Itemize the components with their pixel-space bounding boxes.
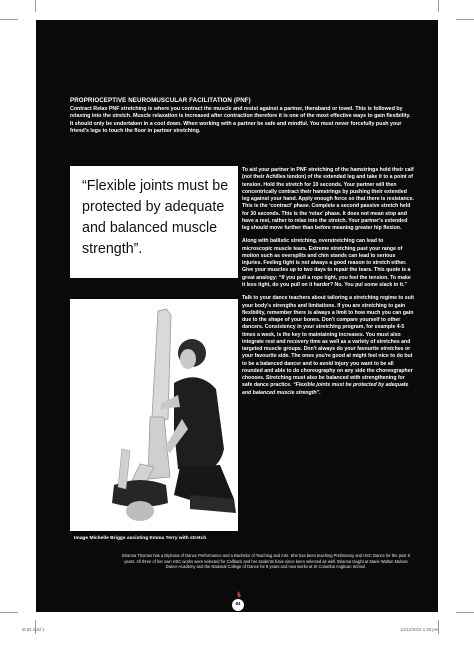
- pull-quote-box: [70, 166, 238, 278]
- footer-timestamp: 13/12/2015 1:48 pm: [400, 627, 439, 632]
- body-column: [242, 167, 414, 403]
- stretch-photo: [70, 299, 238, 531]
- page-logo: [231, 590, 245, 612]
- crop-mark: [456, 19, 474, 20]
- body-paragraph: Along with ballistic stretching, overstretching can lead to microscopic muscle tears. Extreme stretching past your range of motion such as oversplits and chin stands can lead to serious injuries. Feeling tight is not always a good reason to stretch either. Give your muscles up to two days to repair the tears. This quote is a great analogy: “If you pull a rope tight, you feel the tension. To make it less tight, do you pull on it harder? No. You pul some slack in it.”: [242, 238, 411, 288]
- author-bio: Brianna Thomas has a Diploma of Dance Performance and a Bachelor of Teaching and Arts. She has been teaching Preliminary and HSC Dance for the past 8 years. All three of her own HSC works were selected for Callback and her students have since been selected as well. Brianna taught at Marie Walton Mulvan Dance Academy and the National College of Dance for 8 years and now works at St Columba Anglican School.: [122, 553, 410, 570]
- body-paragraph: To aid your partner in PNF stretching of the hamstrings hold their calf (not their Achilles tendon) of the extended leg and take it to a point of tension. Hold the stretch for 10 seconds. Your partner will then concentrically contract their hamstrings by pushing their extended leg against your hand. Apply enough force so that there is resistance. This is the ‘contract’ phase. Complete a second passive stretch held for 30 seconds. This is the ‘relax’ phase. It does not mean stop and have a rest, rather to relax into the stretch. Your partner's extended leg should move further than before meaning greater hip flexion.: [242, 167, 414, 231]
- page-number: 84: [235, 601, 241, 606]
- crop-mark: [0, 612, 18, 613]
- crop-mark: [438, 0, 439, 12]
- stretch-photo-illustration: [70, 299, 238, 531]
- footer-file: dt 84.indd 1: [22, 627, 45, 632]
- photo-caption: Image Michelle Briggs assisting Emma Terry with stretch: [74, 536, 207, 541]
- crop-mark: [456, 612, 474, 613]
- intro-paragraph: Contract Relax PNF stretching is where you contract the muscle and resist against a partner, theraband or towel. This is followed by relaxing into the stretch. Muscle relaxation is increased after contraction therefore it is one of the most effective ways to gain flexibility. It should only be undertaken in a cool down. When working with a partner be safe and mindful. You must never forcefully push your friend's legs to touch the floor in partner stretching.: [70, 106, 411, 135]
- body-paragraph-text: Talk to your dance teachers about tailoring a stretching regime to suit your body's strengths and limitations. If you are stretching to gain flexibility, remember there is always a limit to how much you can gain due to the shape of your bones. Don't compare yourself to other dancers. Consistency in your stretching program, for example 4-5 times a week, is the key to maintaining increases. You must also integrate rest and recovery time as well as a variety of stretches and targeted muscle groups. Don't always do your favourite stretches or your favourite side. The ones you're good at might feel nice to do but to be a balanced dancer and to avoid injury you want to be all rounded and able to do choreography on any side the choreographer chooses. Stretching must also be balanced with strengthening for safe dance practice.: [242, 295, 414, 389]
- body-paragraph: [242, 295, 414, 397]
- section-heading: PROPRIOCEPTIVE NEUROMUSCULAR FACILITATION (PNF): [70, 97, 251, 104]
- crop-mark: [0, 19, 18, 20]
- italic-quote: “Flexible joints must be protected by adequate and balanced muscle strength”.: [242, 382, 409, 396]
- magazine-page: [36, 20, 438, 612]
- pull-quote: “Flexible joints must be protected by adequate and balanced muscle strength”.: [82, 178, 229, 257]
- crop-mark: [35, 0, 36, 12]
